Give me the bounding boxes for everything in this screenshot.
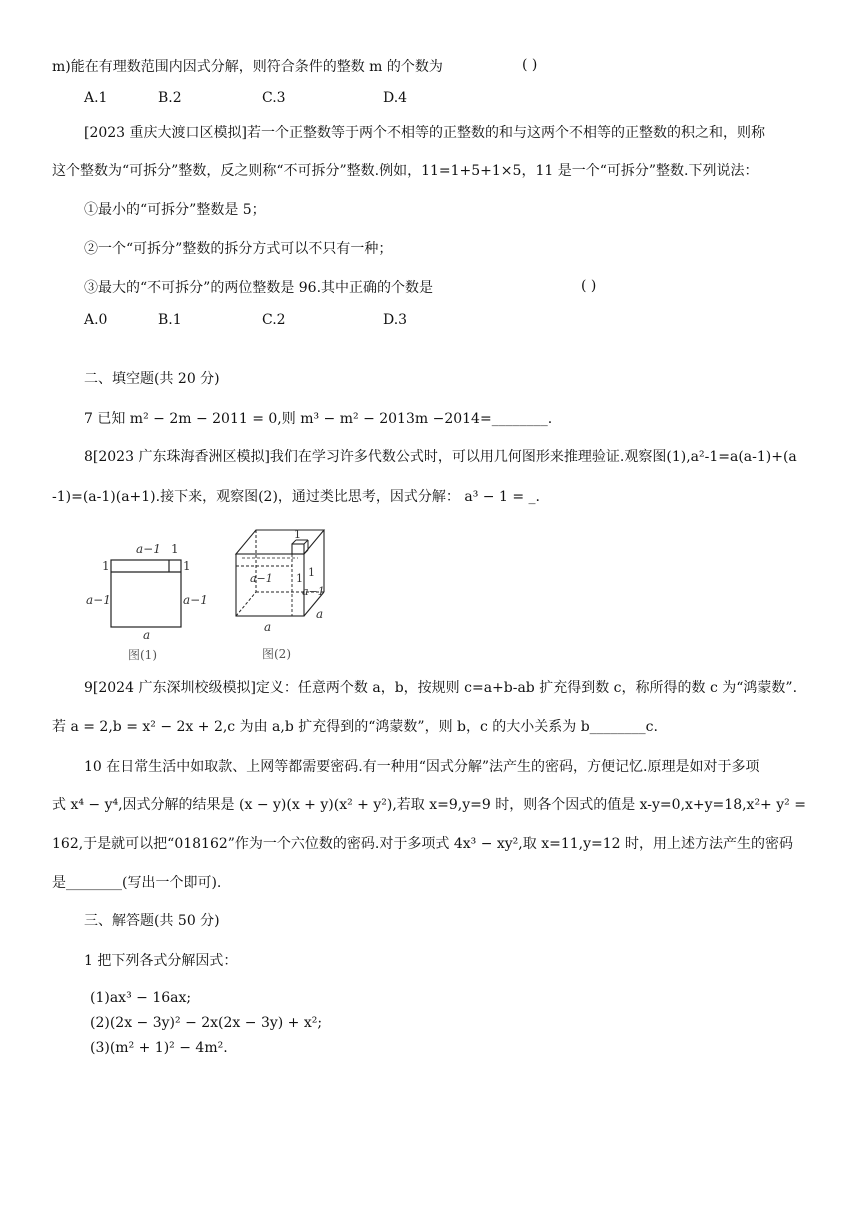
fig2-right-1a: 1 — [296, 572, 303, 585]
q9-line2: 若 a = 2,b = x² − 2x + 2,c 为由 a,b 扩充得到的“鸿蒙数”，则 b，c 的大小关系为 b________c. — [52, 719, 658, 735]
q11-item-2: (2)(2x − 3y)² − 2x(2x − 3y) + x²; — [90, 1015, 323, 1031]
fig2-right-1b: 1 — [308, 566, 315, 579]
q6-option-a: A.0 — [84, 312, 108, 328]
q10-line1: 10 在日常生活中如取款、上网等都需要密码.有一种用“因式分解”法产生的密码，方便记忆.原理是如对于多项 — [84, 759, 760, 775]
fig1-top-a-minus-1: a−1 — [136, 542, 161, 556]
fig1-right-a-minus-1: a−1 — [183, 593, 208, 607]
fig2-inner-a-minus-1: a−1 — [250, 572, 273, 585]
q8-line1: 8[2023 广东珠海香洲区模拟]我们在学习许多代数公式时，可以用几何图形来推理验证.观察图(1),a²-1=a(a-1)+(a — [84, 449, 797, 465]
q8-line2: -1)=(a-1)(a+1).接下来，观察图(2)，通过类比思考，因式分解： a³ − 1 = _. — [52, 489, 540, 505]
q5-option-c: C.3 — [262, 90, 286, 106]
q5-answer-paren: ( ) — [522, 57, 538, 73]
fig1-right-1: 1 — [183, 559, 191, 573]
q10-line3: 162,于是就可以把“018162”作为一个六位数的密码.对于多项式 4x³ − xy²,取 x=11,y=12 时，用上述方法产生的密码 — [52, 836, 793, 852]
section3-title: 三、解答题(共 50 分) — [84, 913, 220, 929]
q5-option-b: B.2 — [158, 90, 182, 106]
q6-item2: ②一个“可拆分”整数的拆分方式可以不只有一种； — [84, 241, 393, 257]
q6-item1: ①最小的“可拆分”整数是 5； — [84, 202, 266, 218]
q5-line1: m)能在有理数范围内因式分解，则符合条件的整数 m 的个数为 — [52, 59, 443, 75]
q10-line2: 式 x⁴ − y⁴,因式分解的结果是 (x − y)(x + y)(x² + y²),若取 x=9,y=9 时，则各个因式的值是 x-y=0,x+y=18,x²+ y² = — [52, 797, 806, 813]
fig2-right-a-minus-1: a−1 — [302, 585, 325, 598]
q5-option-d: D.4 — [383, 90, 408, 106]
q6-item3: ③最大的“不可拆分”的两位整数是 96.其中正确的个数是 — [84, 280, 434, 296]
fig1-caption: 图(1) — [128, 648, 157, 662]
q6-option-b: B.1 — [158, 312, 182, 328]
fig2-bottom-a: a — [264, 620, 272, 634]
figure-1 — [80, 535, 220, 665]
q11-item-1: (1)ax³ − 16ax; — [90, 990, 192, 1006]
section2-title: 二、填空题(共 20 分) — [84, 371, 220, 387]
q10-line4: 是________(写出一个即可). — [52, 875, 222, 891]
fig2-caption: 图(2) — [262, 647, 291, 661]
fig1-left-1: 1 — [102, 559, 110, 573]
q6-line1: [2023 重庆大渡口区模拟]若一个正整数等于两个不相等的正整数的和与这两个不相等的正整数的积之和，则称 — [84, 125, 766, 141]
fig2-side-a: a — [316, 607, 324, 621]
q6-option-c: C.2 — [262, 312, 286, 328]
q11-item-3: (3)(m² + 1)² − 4m². — [90, 1040, 228, 1056]
fig2-top-1: 1 — [294, 528, 301, 541]
fig1-bottom-a: a — [143, 628, 151, 642]
q6-answer-paren: ( ) — [581, 278, 597, 294]
q11-intro: 1 把下列各式分解因式： — [84, 953, 238, 969]
q5-option-a: A.1 — [84, 90, 108, 106]
figure-2 — [228, 520, 348, 665]
fig1-top-1: 1 — [171, 542, 179, 556]
q6-option-d: D.3 — [383, 312, 408, 328]
q6-line2: 这个整数为“可拆分”整数，反之则称“不可拆分”整数.例如，11=1+5+1×5，11 是一个“可拆分”整数.下列说法： — [52, 163, 759, 179]
q9-line1: 9[2024 广东深圳校级模拟]定义：任意两个数 a，b，按规则 c=a+b-ab 扩充得到数 c，称所得的数 c 为“鸿蒙数”. — [84, 680, 798, 696]
fig1-left-a-minus-1: a−1 — [86, 593, 111, 607]
q7-text: 7 已知 m² − 2m − 2011 = 0,则 m³ − m² − 2013m −2014=________. — [84, 411, 553, 427]
